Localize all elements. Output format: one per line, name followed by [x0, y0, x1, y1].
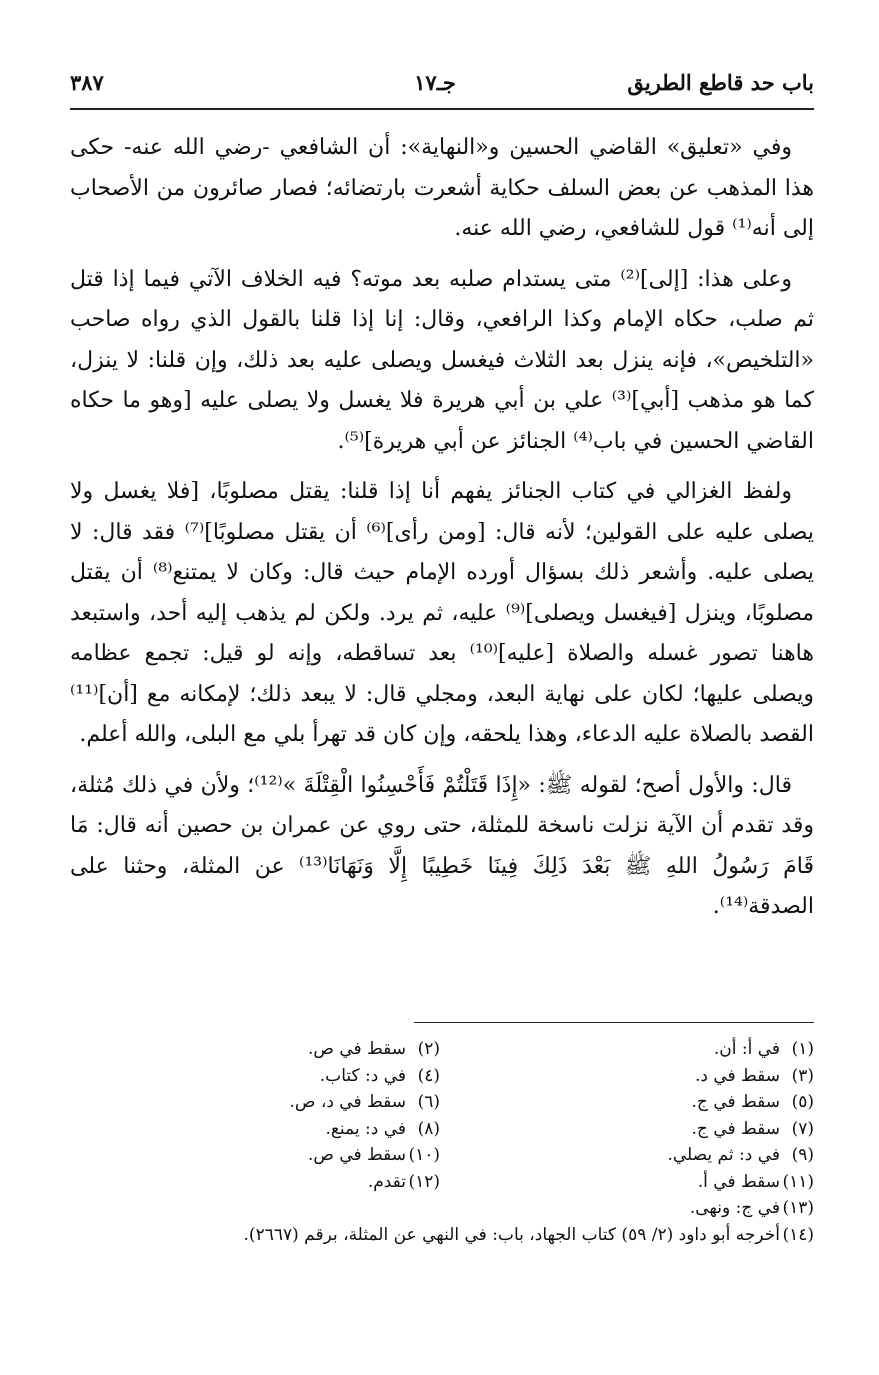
footnote — [70, 1063, 440, 1090]
footnote — [444, 1089, 814, 1116]
footnote-text: في د: ثم يصلي. — [667, 1145, 780, 1165]
footnote — [70, 1089, 440, 1116]
footnote-number: (١٣) — [782, 1198, 814, 1218]
volume-label: جـ١٧ — [414, 70, 456, 95]
footnote — [70, 1169, 440, 1196]
footnote-text: سقط في أ. — [697, 1171, 780, 1192]
footnote — [444, 1116, 814, 1143]
footnote-grid — [70, 1036, 814, 1195]
footnote-text: سقط في ج. — [691, 1118, 780, 1139]
footnote-number: (٥) — [791, 1092, 814, 1112]
footnote-number: (٢) — [417, 1039, 440, 1059]
footnote-text: أخرجه أبو داود (٢/ ٥٩) كتاب الجهاد، باب: في النهي عن المثلة، برقم (٢٦٦٧). — [243, 1224, 780, 1245]
footnote-text: في ج: ونهى. — [689, 1198, 780, 1218]
footnote — [444, 1169, 814, 1196]
footnote-text: تقدم. — [367, 1171, 406, 1192]
paragraph: وفي «تعليق» القاضي الحسين و«النهاية»: أن الشافعي -رضي الله عنه- حكى هذا المذهب عن بعض السلف حكاية أشعرت بارتضائه؛ فصار صائرون من الأصحاب إلى أنه⁽¹⁾ قول للشافعي، رضي الله عنه. — [70, 135, 814, 241]
header-divider — [70, 108, 814, 110]
footnote-number: (٣) — [791, 1065, 814, 1086]
footnote-text: في د: يمنع. — [325, 1118, 406, 1139]
footnote-text: في د: كتاب. — [319, 1065, 406, 1086]
paragraph: قال: والأول أصح؛ لقوله ﷺ: «إِذَا قَتَلْتُمْ فَأَحْسِنُوا الْقِتْلَةَ »⁽¹²⁾؛ ولأن في ذلك مُثلة، وقد تقدم أن الآية نزلت ناسخة للمثلة، حتى روي عن عمران بن حصين أنه قال: مَا قَامَ رَسُولُ اللهِ ﷺ بَعْدَ ذَلِكَ فِينَا خَطِيبًا إِلَّا وَنَهَانَا⁽¹³⁾ عن المثلة، وحثنا على الصدقة⁽¹⁴⁾. — [70, 772, 814, 919]
footnote-number: (١٠) — [408, 1145, 440, 1165]
paragraph: وعلى هذا: [إلى]⁽²⁾ متى يستدام صلبه بعد موته؟ فيه الخلاف الآتي فيما إذا قتل ثم صلب، حكاه الإمام وكذا الرافعي، وقال: إنا إذا قلنا بالقول الذي رواه صاحب «التلخيص»، فإنه ينزل بعد الثلاث فيغسل ويصلى عليه بعد ذلك، وإن قلنا: لا ينزل، كما هو مذهب [أبي]⁽³⁾ علي بن أبي هريرة فلا يغسل ولا يصلى عليه [وهو ما حكاه القاضي الحسين في باب⁽⁴⁾ الجنائز عن أبي هريرة]⁽⁵⁾. — [70, 266, 814, 454]
footnote-number: (٤) — [417, 1065, 440, 1086]
running-header — [70, 62, 814, 106]
footnote — [70, 1116, 440, 1143]
footnote-text: سقط في د. — [694, 1065, 780, 1086]
footnote-number: (٧) — [791, 1118, 814, 1139]
footnote-number: (١٢) — [408, 1171, 440, 1192]
footnote-divider — [414, 1022, 814, 1023]
footnote-number: (٨) — [417, 1118, 440, 1139]
footnote — [70, 1036, 440, 1063]
footnote — [444, 1063, 814, 1090]
footnote — [70, 1195, 814, 1222]
footnote-number: (١٤) — [782, 1224, 814, 1245]
footnote — [444, 1036, 814, 1063]
footnote-text: سقط في ص. — [307, 1145, 406, 1165]
footnote — [70, 1142, 440, 1169]
footnote-text: في أ: أن. — [713, 1039, 780, 1059]
chapter-title: باب حد قاطع الطريق — [627, 70, 814, 95]
footnote-number: (٩) — [791, 1145, 814, 1165]
footnote-number: (١١) — [782, 1171, 814, 1192]
footnote-text: سقط في ج. — [691, 1092, 780, 1112]
main-text — [70, 128, 814, 938]
footnote-text: سقط في ص. — [307, 1039, 406, 1059]
page-number: ٣٨٧ — [70, 70, 104, 95]
footnote-number: (١) — [791, 1039, 814, 1059]
footnote-text: سقط في د، ص. — [289, 1092, 406, 1112]
footnotes — [70, 1036, 814, 1248]
paragraph: ولفظ الغزالي في كتاب الجنائز يفهم أنا إذا قلنا: يقتل مصلوبًا، [فلا يغسل ولا يصلى عليه على القولين؛ لأنه قال: [ومن رأى]⁽⁶⁾ أن يقتل مصلوبًا]⁽⁷⁾ فقد قال: لا يصلى عليه. وأشعر ذلك بسؤال أورده الإمام حيث قال: وكان لا يمتنع⁽⁸⁾ أن يقتل مصلوبًا، وينزل [فيغسل ويصلى]⁽⁹⁾ عليه، ثم يرد. ولكن لم يذهب إليه أحد، واستبعد هاهنا تصور غسله والصلاة [عليه]⁽¹⁰⁾ بعد تساقطه، وإنه لو قيل: تجمع عظامه ويصلى عليها؛ لكان على نهاية البعد، ومجلي قال: لا يبعد ذلك؛ لإمكانه مع [أن]⁽¹¹⁾ القصد بالصلاة عليه الدعاء، وهذا يلحقه، وإن كان قد تهرأ بلي مع البلى، والله أعلم. — [70, 479, 815, 747]
footnote-number: (٦) — [417, 1092, 440, 1112]
footnote — [444, 1142, 814, 1169]
footnote — [70, 1222, 814, 1249]
